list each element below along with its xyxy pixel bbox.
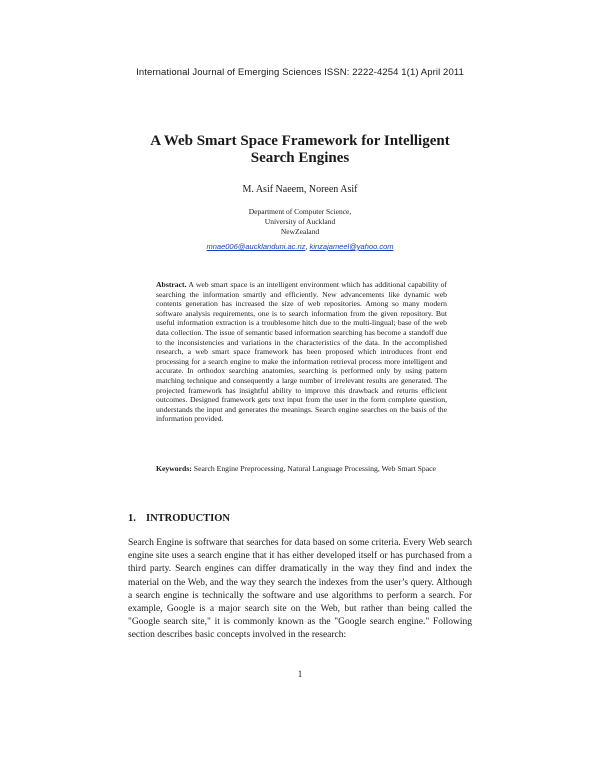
section-number: 1. — [128, 513, 136, 524]
introduction-paragraph: Search Engine is software that searches for data based on some criteria. Every Web search engine site uses a search engine that it has either developed itself or has purchased from a third party. Search engines can differ dramatically in the way they find and index the material on the Web, and the way they search the indexes from the user’s query. Although a search engine is technically the software and use algorithms to perform a search. For example, Google is a major search site on the Web, but rather than being called the "Google search site," it is commonly known as the "Google search engine." Following section describes basic concepts involved in the research: — [128, 538, 472, 641]
affiliation-country: NewZealand — [280, 227, 320, 236]
keywords — [156, 464, 447, 474]
affiliation-department: Department of Computer Science, — [248, 207, 352, 216]
abstract-label: Abstract. — [156, 280, 187, 289]
keywords-label: Keywords: — [156, 464, 192, 473]
journal-header: International Journal of Emerging Sciences ISSN: 2222-4254 1(1) April 2011 — [136, 67, 464, 78]
email-link-2[interactable]: kinzajameel@yahoo.com — [309, 242, 394, 251]
affiliation — [0, 207, 600, 237]
abstract — [156, 280, 447, 424]
section-heading — [128, 513, 230, 524]
author-emails — [0, 242, 600, 251]
paper-title — [100, 133, 500, 167]
section-title: INTRODUCTION — [146, 513, 231, 524]
paper-title-line-2: Search Engines — [250, 150, 350, 166]
abstract-text: A web smart space is an intelligent environment which has additional capability of searching the information smartly and efficiently. New advancements like dynamic web contents generation has increased the size of web repositories. Among so many modern software analysis requirements, one is to search information from the given repository. But useful information extraction is a troublesome hitch due to the multi-lingual; base of the web data collection. The issue of semantic based information searching has become a standoff due to the inconsistencies and variations in the characteristics of the data. In the accomplished research, a web smart space framework has been proposed which introduces front end processing for a search engine to make the information retrieval process more intelligent and accurate. In orthodox searching anatomies, searching is performed only by using pattern matching technique and consequently a large number of irrelevant results are generated. The projected framework has insightful ability to improve this drawback and returns efficient outcomes. Designed framework gets text input from the user in the form complete question, understands the input and generates the meanings. Search engine searches on the basis of the information provided. — [156, 280, 447, 424]
paper-title-line-1: A Web Smart Space Framework for Intelligent — [150, 133, 450, 149]
keywords-text: Search Engine Preprocessing, Natural Language Processing, Web Smart Space — [191, 464, 436, 473]
page-number: 1 — [297, 669, 303, 679]
affiliation-university: University of Auckland — [264, 217, 336, 226]
authors: M. Asif Naeem, Noreen Asif — [242, 184, 358, 195]
email-link-1[interactable]: mnae006@aucklanduni.ac.nz — [206, 242, 306, 251]
email-separator: , — [305, 242, 310, 251]
